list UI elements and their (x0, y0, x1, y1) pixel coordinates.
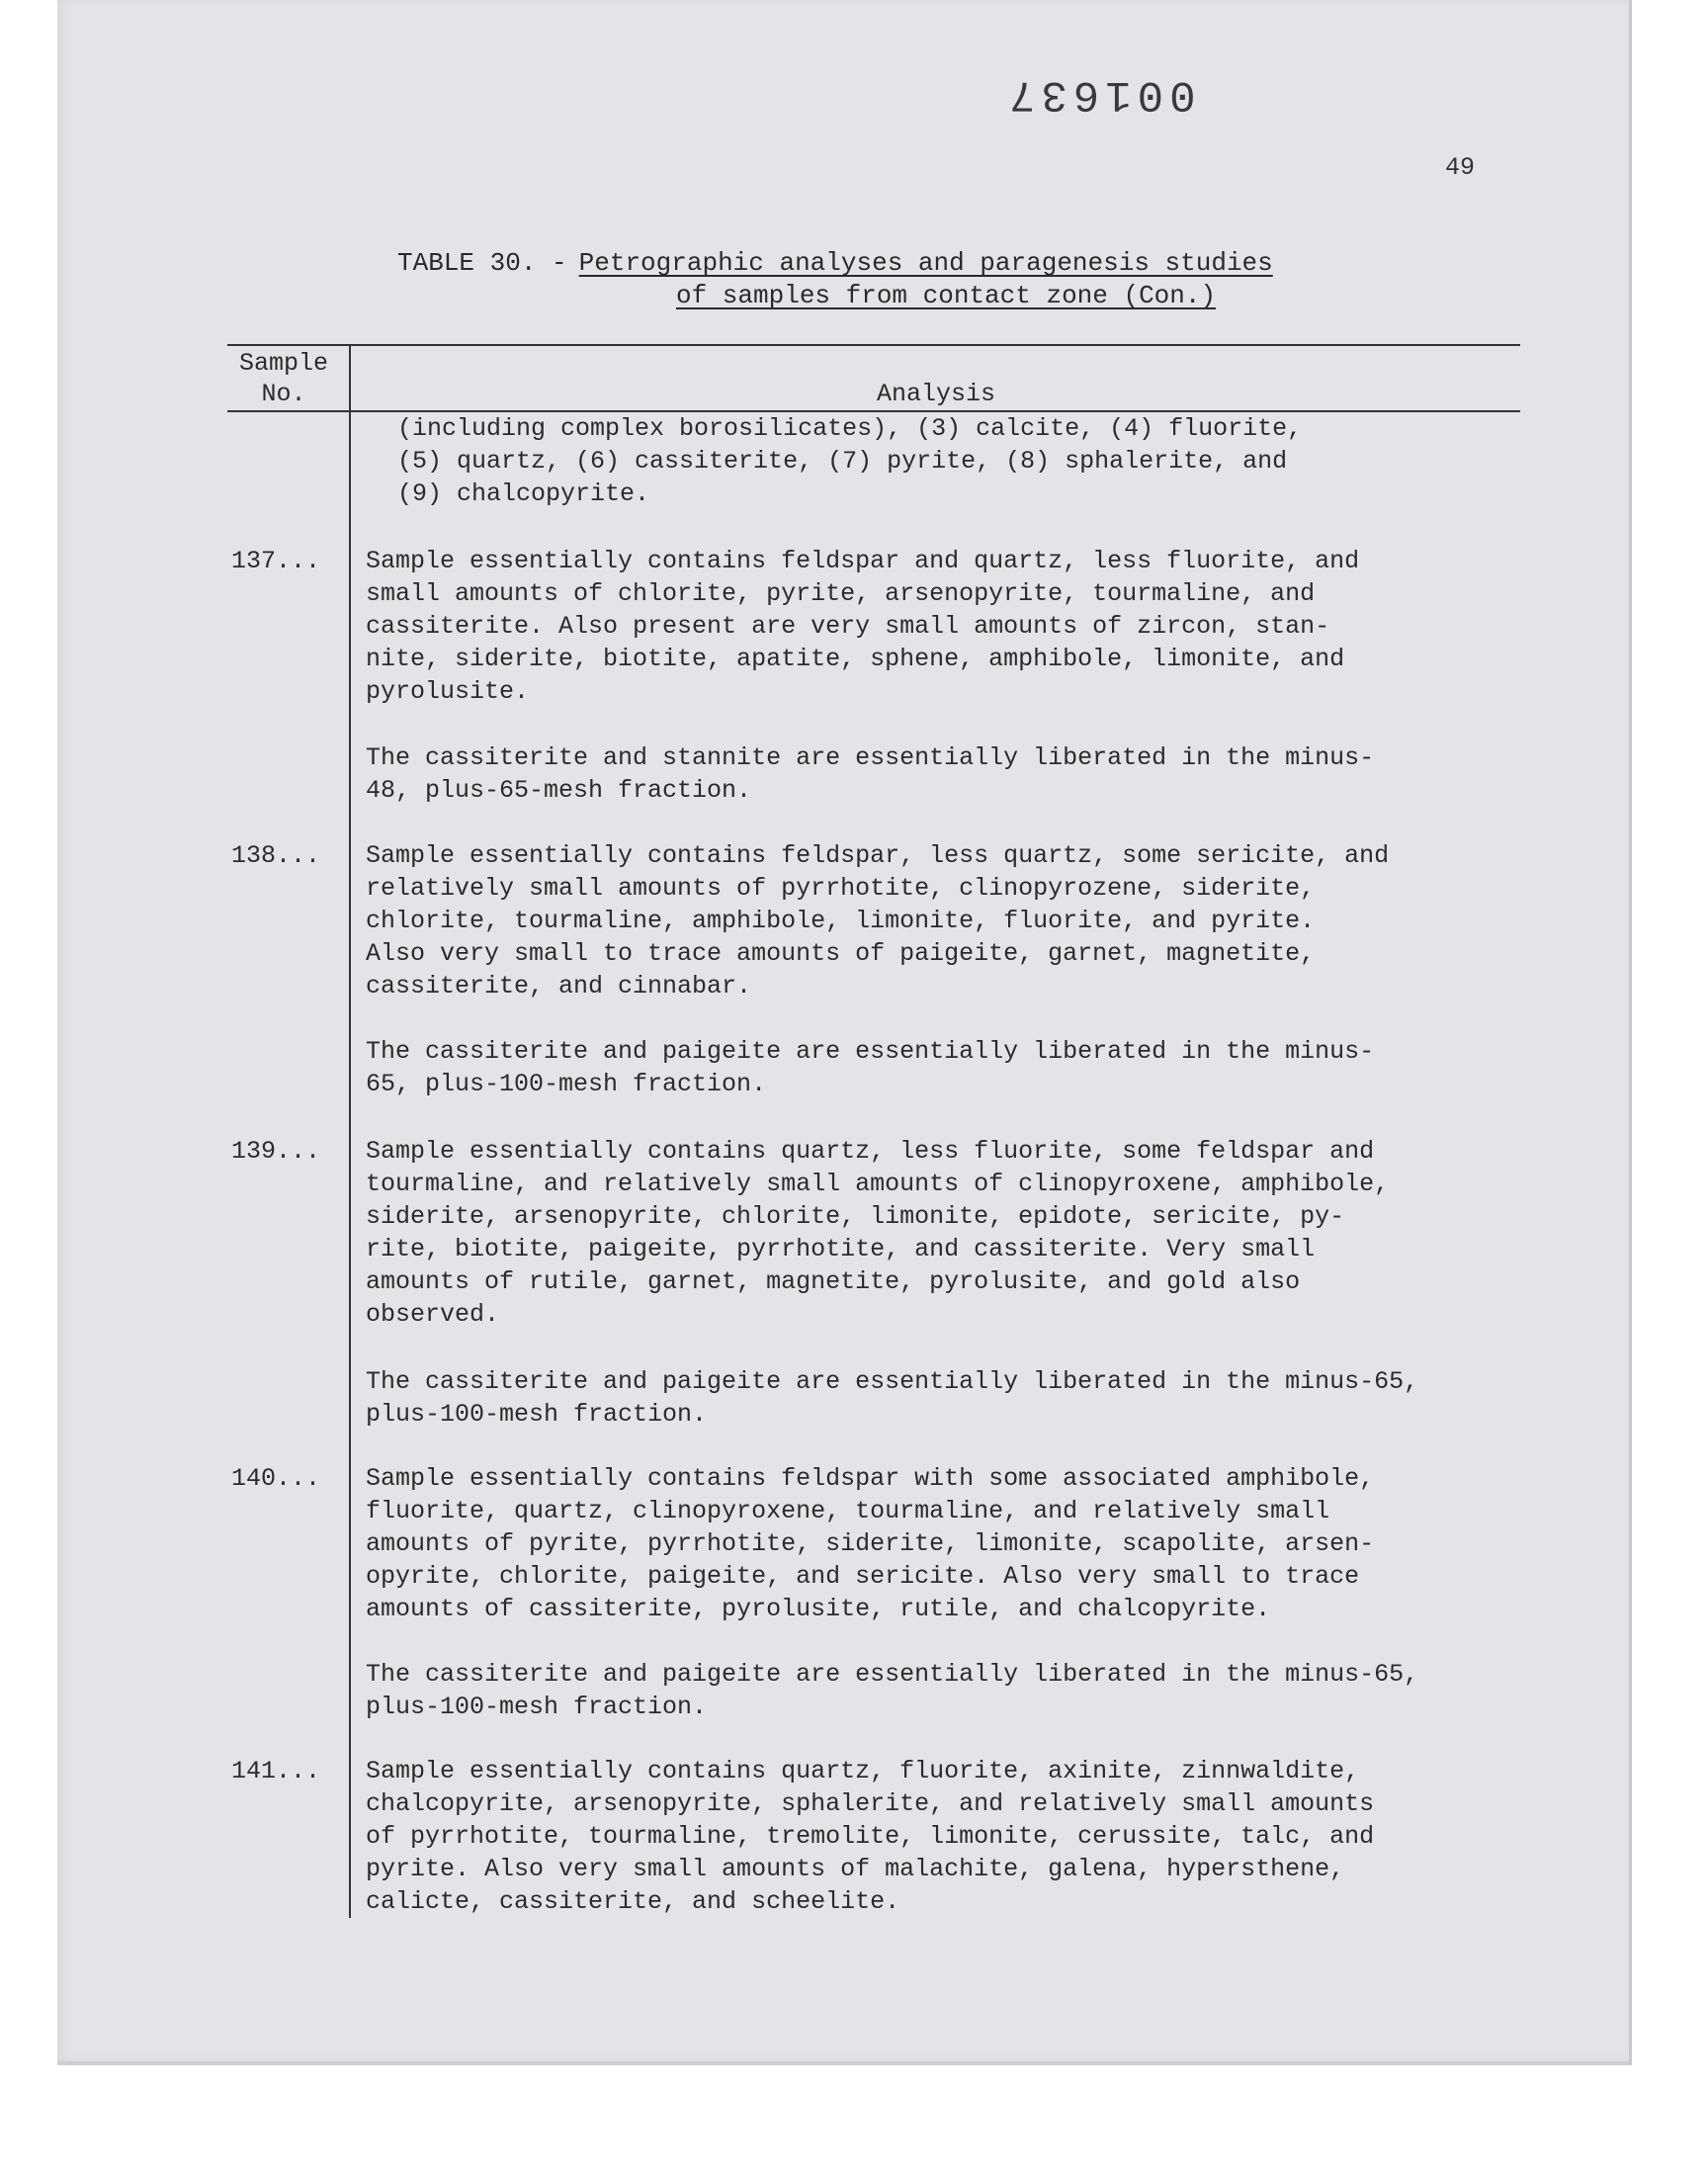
table-top-rule (227, 344, 1520, 346)
analysis-text: Sample essentially contains feldspar and quartz, less fluorite, and small amounts of chlorite, pyrite, arsenopyrite, tourmaline, and cassiterite. Also present are very small amounts of zircon, stan- nite, siderite, biotite, apatite, sphene, amphibole, limonite, and pyrolusite. (366, 547, 1360, 706)
column-header-analysis: Analysis (876, 380, 996, 408)
continued-analysis-text: (including complex borosilicates), (3) calcite, (4) fluorite, (5) quartz, (6) cassiterite, (7) pyrite, (8) sphalerite, and (9) chalcopyrite. (397, 414, 1303, 508)
liberation-note: The cassiterite and paigeite are essentially liberated in the minus-65, plus-100-mesh fraction. (366, 1660, 1419, 1721)
analysis-text: Sample essentially contains quartz, fluorite, axinite, zinnwaldite, chalcopyrite, arsenopyrite, sphalerite, and relatively small amounts of pyrrhotite, tourmaline, tremolite, limonite, cerussite, talc, and pyrite. Also very small amounts of malachite, galena, hypersthene, calicte, cassiterite, and scheelite. (366, 1757, 1375, 1916)
column-header-sample: Sample No. (238, 349, 328, 408)
table-label: TABLE 30. - (397, 248, 567, 278)
liberation-note: The cassiterite and stannite are essentially liberated in the minus- 48, plus-65-mesh fraction. (366, 743, 1375, 805)
analysis-text: Sample essentially contains feldspar with some associated amphibole, fluorite, quartz, clinopyroxene, tourmaline, and relatively small amounts of pyrite, pyrrhotite, siderite, limonite, scapolite, arsen- opyrite, chlorite, paigeite, and sericite. Also very small to trace amounts of cassiterite, pyrolusite, rutile, and chalcopyrite. (366, 1464, 1375, 1623)
sample-number: 141... (231, 1757, 321, 1785)
sample-number: 137... (231, 547, 321, 575)
table-title (397, 247, 1386, 312)
analysis-text: Sample essentially contains feldspar, less quartz, some sericite, and relatively small amounts of pyrrhotite, clinopyrozene, siderite, chlorite, tourmaline, amphibole, limonite, fluorite, and pyrite. Also very small to trace amounts of paigeite, garnet, magnetite, cassiterite, and cinnabar. (366, 841, 1390, 1000)
liberation-note: The cassiterite and paigeite are essentially liberated in the minus- 65, plus-100-mesh fraction. (366, 1037, 1375, 1098)
sample-number: 140... (231, 1464, 321, 1493)
page-number: 49 (1445, 153, 1476, 182)
sample-number: 138... (231, 841, 321, 870)
table-title-line-2: of samples from contact zone (Con.) (676, 281, 1217, 310)
document-number: 001637 (1003, 69, 1196, 119)
sample-number: 139... (231, 1137, 321, 1166)
analysis-text: Sample essentially contains quartz, less fluorite, some feldspar and tourmaline, and relatively small amounts of clinopyroxene, amphibole, siderite, arsenopyrite, chlorite, limonite, epidote, sericite, py- rite, biotite, paigeite, pyrrhotite, and cassiterite. Very small amounts of rutile, garnet, magnetite, pyrolusite, and gold also observed. (366, 1137, 1390, 1329)
table-title-line-1: Petrographic analyses and paragenesis studies (578, 248, 1273, 278)
table-column-divider (349, 346, 351, 1918)
liberation-note: The cassiterite and paigeite are essentially liberated in the minus-65, plus-100-mesh fraction. (366, 1367, 1419, 1429)
